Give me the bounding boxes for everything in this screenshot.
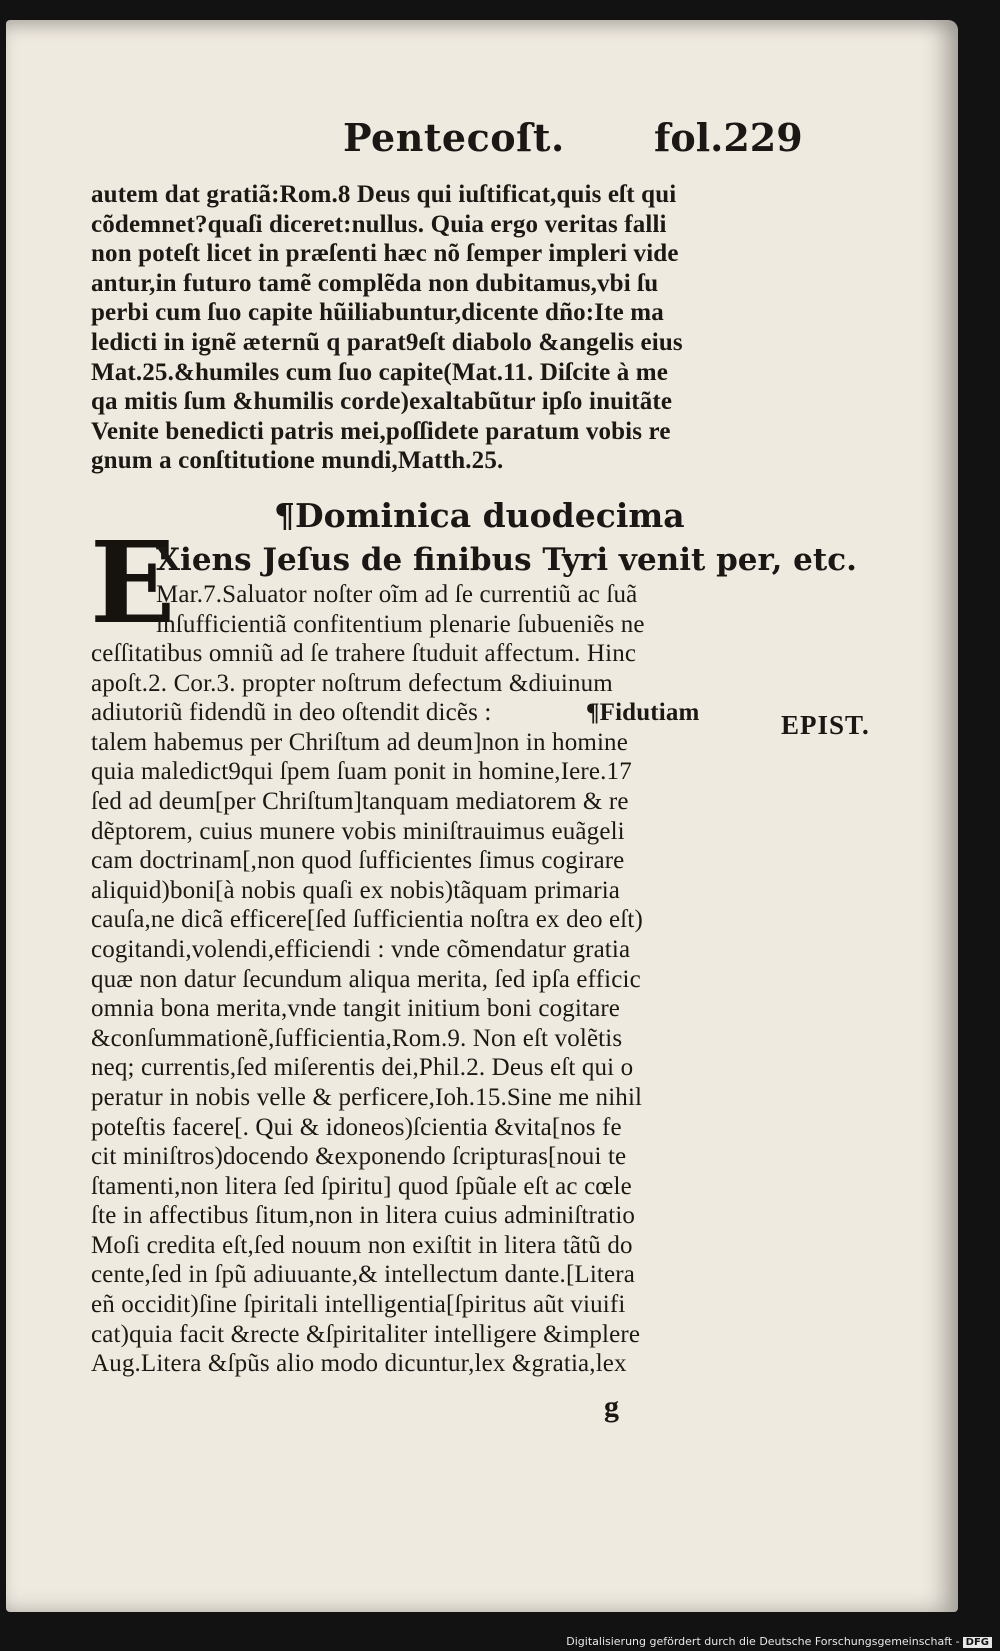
fiduciam-marker: ¶Fidutiam xyxy=(586,699,700,727)
text-line: quia maledict9qui ſpem ſuam ponit in homine,Iere.17 xyxy=(91,758,632,786)
text-line: autem dat gratiã:Rom.8 Deus qui iuſtificat,quis eſt qui xyxy=(91,181,677,208)
credit-text: Digitalisierung gefördert durch die Deutsche Forschungsgemeinschaft - xyxy=(566,1635,960,1648)
text-line: gnum a conſtitutione mundi,Matth.25. xyxy=(91,447,504,475)
book-page xyxy=(6,20,958,1612)
text-line: non poteſt licet in præſenti hæc nõ ſemper impleri vide xyxy=(91,240,679,268)
text-line: apoſt.2. Cor.3. propter noſtrum defectum &diuinum xyxy=(91,669,613,697)
text-line: cit miniſtros)docendo &exponendo ſcripturas[noui te xyxy=(91,1143,627,1171)
digitization-credit xyxy=(566,1635,992,1648)
running-head-title: Pentecoſt. xyxy=(343,115,565,160)
text-line: talem habemus per Chriſtum ad deum]non in homine xyxy=(91,728,628,756)
text-line: cogitandi,volendi,efficiendi : vnde cõmendatur gratia xyxy=(91,935,631,963)
text-line: perbi cum ſuo capite hũiliabuntur,dicente dño:Ite ma xyxy=(91,299,664,327)
text-fragment: adiutoriũ fidendũ in deo oſtendit dicẽs : xyxy=(91,699,492,727)
pilcrow-mark: ¶ xyxy=(274,496,295,535)
heading-text: Dominica duodecima xyxy=(295,496,685,535)
text-line: antur,in futuro tamẽ complẽda non dubitamus,vbi ſu xyxy=(91,269,659,297)
text-line: poteſtis facere[. Qui & idoneos)ſcientia &vita[nos fe xyxy=(91,1113,622,1141)
drop-cap-initial: E xyxy=(90,518,176,649)
dfg-logo: DFG xyxy=(963,1637,992,1648)
text-line: Venite benedicti patris mei,poſſidete paratum vobis re xyxy=(91,417,671,445)
text-line: inſufficientiã confitentium plenarie ſubueniẽs ne xyxy=(156,610,645,638)
gospel-incipit: Xiens Jeſus de finibus Tyri venit per, etc. xyxy=(156,542,857,578)
text-line: cam doctrinam[,non quod ſufficientes ſimus cogirare xyxy=(91,847,625,875)
text-line: cauſa,ne dicã efficere[ſed ſufficientia noſtra ex deo eſt) xyxy=(91,906,643,934)
folio-number: fol.229 xyxy=(654,115,803,160)
text-line: dẽptorem, cuius munere vobis miniſtrauimus euãgeli xyxy=(91,817,625,845)
continuation-paragraph xyxy=(91,180,771,476)
text-line: qa mitis ſum &humilis corde)exaltabũtur ipſo inuitãte xyxy=(91,388,673,416)
text-line: ſtamenti,non litera ſed ſpiritu] quod ſpũale eſt ac cœle xyxy=(91,1172,632,1200)
indented-paragraph xyxy=(156,580,776,639)
text-line: ſte in affectibus ſitum,non in litera cuius adminiſtratio xyxy=(91,1202,636,1230)
text-line: Mar.7.Saluator noſter oĩm ad ſe currentiũ ac ſuã xyxy=(156,581,638,608)
text-line: &conſummationẽ,ſufficientia,Rom.9. Non eſt volẽtis xyxy=(91,1024,623,1052)
text-line: peratur in nobis velle & perficere,Ioh.15.Sine me nihil xyxy=(91,1083,643,1111)
text-line: Mat.25.&humiles cum ſuo capite(Mat.11. Diſcite à me xyxy=(91,358,668,386)
text-line: cat)quia facit &recte &ſpiritaliter intelligere &implere xyxy=(91,1320,641,1348)
text-line: Aug.Litera &ſpũs alio modo dicuntur,lex &gratia,lex xyxy=(91,1350,627,1378)
text-line xyxy=(91,698,771,728)
text-line: quæ non datur ſecundum aliqua merita, ſed ipſa efficic xyxy=(91,965,641,993)
text-line: eñ occidit)ſine ſpiritali intelligentia[ſpiritus aũt viuifi xyxy=(91,1291,626,1319)
text-line: cõdemnet?quaſi diceret:nullus. Quia ergo veritas falli xyxy=(91,210,667,238)
text-line: Moſi credita eſt,ſed nouum non exiſtit in litera tãtũ do xyxy=(91,1231,633,1259)
commentary-paragraph xyxy=(91,639,771,1379)
margin-note-epist: EPIST. xyxy=(781,710,870,740)
text-line: ledicti in ignẽ æternũ q parat9eſt diabolo &angelis eius xyxy=(91,328,683,356)
text-line: cente,ſed in ſpũ adiuuante,& intellectum dante.[Litera xyxy=(91,1261,636,1289)
text-line: aliquid)boni[à nobis quaſi ex nobis)tãquam primaria xyxy=(91,876,621,904)
signature-mark: g xyxy=(604,1390,619,1423)
text-line: omnia bona merita,vnde tangit initium boni cogitare xyxy=(91,995,621,1023)
section-heading xyxy=(274,496,685,535)
text-line: ſed ad deum[per Chriſtum]tanquam mediatorem & re xyxy=(91,787,629,815)
text-line: neq; currentis,ſed miſerentis dei,Phil.2. Deus eſt qui o xyxy=(91,1054,634,1082)
text-line: ceſſitatibus omniũ ad ſe trahere ſtuduit affectum. Hinc xyxy=(91,640,637,667)
